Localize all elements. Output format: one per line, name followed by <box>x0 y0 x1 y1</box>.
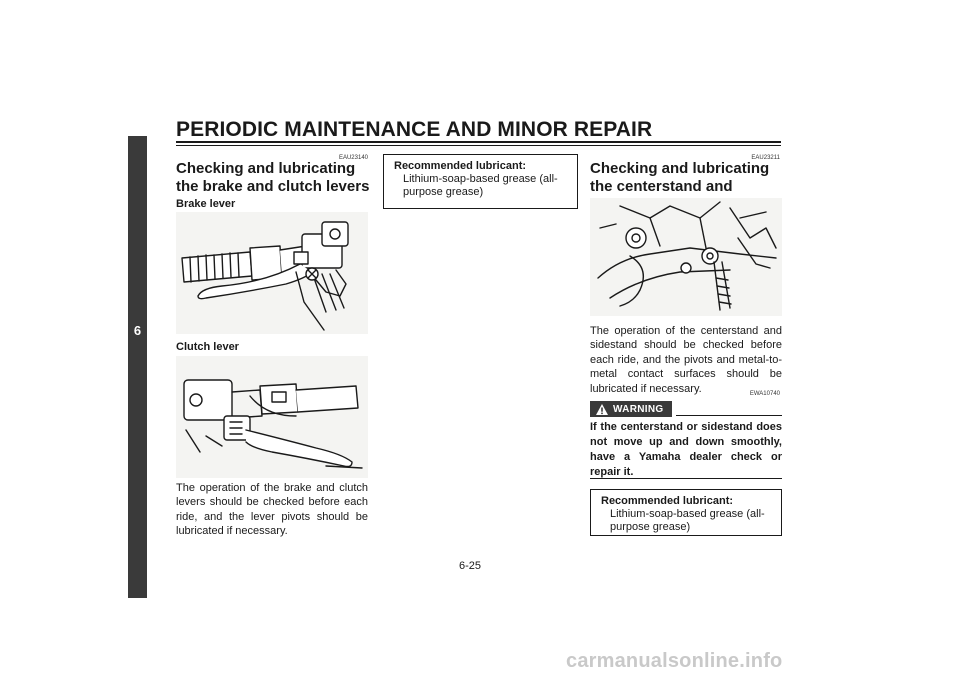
watermark: carmanualsonline.info <box>566 650 783 672</box>
page-number: 6-25 <box>458 560 482 572</box>
section-code: EAU23140 <box>338 155 368 161</box>
section-tab-number: 6 <box>133 323 142 338</box>
centerstand-sidestand-illustration <box>590 198 782 316</box>
title-rule <box>176 141 781 143</box>
warning-label: WARNING <box>613 403 664 415</box>
lubricant-box <box>383 154 578 209</box>
clutch-lever-illustration <box>176 356 368 478</box>
lever-instructions: The operation of the brake and clutch levers should be checked before each ride, and the lever pivots should be lubricated if necessary. <box>176 482 368 538</box>
warning-end-rule <box>590 478 782 479</box>
title-rule-thin <box>176 145 781 146</box>
brake-lever-illustration <box>176 212 368 334</box>
warning-triangle-icon <box>595 403 609 416</box>
warning-badge <box>590 401 672 417</box>
brake-lever-label: Brake lever <box>176 198 236 210</box>
warning-rule <box>676 415 782 416</box>
lubricant-value: Lithium-soap-based grease (all-purpose grease) <box>403 173 558 198</box>
lubricant-label: Recommended lubricant: <box>601 495 734 507</box>
section-heading: Checking and lubricating the centerstand and sidestand <box>590 160 770 213</box>
stand-instructions: The operation of the centerstand and sidestand should be checked before each ride, and the pivots and metal-to-metal contact surfaces should be lubricated if necessary. <box>590 325 782 395</box>
warning-code: EWA10740 <box>749 391 780 397</box>
section-code: EAU23211 <box>751 155 780 161</box>
warning-text: If the centerstand or sidestand does not move up and down smoothly, have a Yamaha dealer check or repair it. <box>590 421 782 478</box>
lubricant-box <box>590 489 782 536</box>
section-heading: Checking and lubricating the brake and clutch levers <box>176 160 370 195</box>
section-tab <box>128 136 147 598</box>
page-title: PERIODIC MAINTENANCE AND MINOR REPAIR <box>176 118 653 141</box>
lubricant-label: Recommended lubricant: <box>394 160 527 172</box>
clutch-lever-label: Clutch lever <box>176 341 239 353</box>
lubricant-value: Lithium-soap-based grease (all-purpose grease) <box>610 508 765 533</box>
